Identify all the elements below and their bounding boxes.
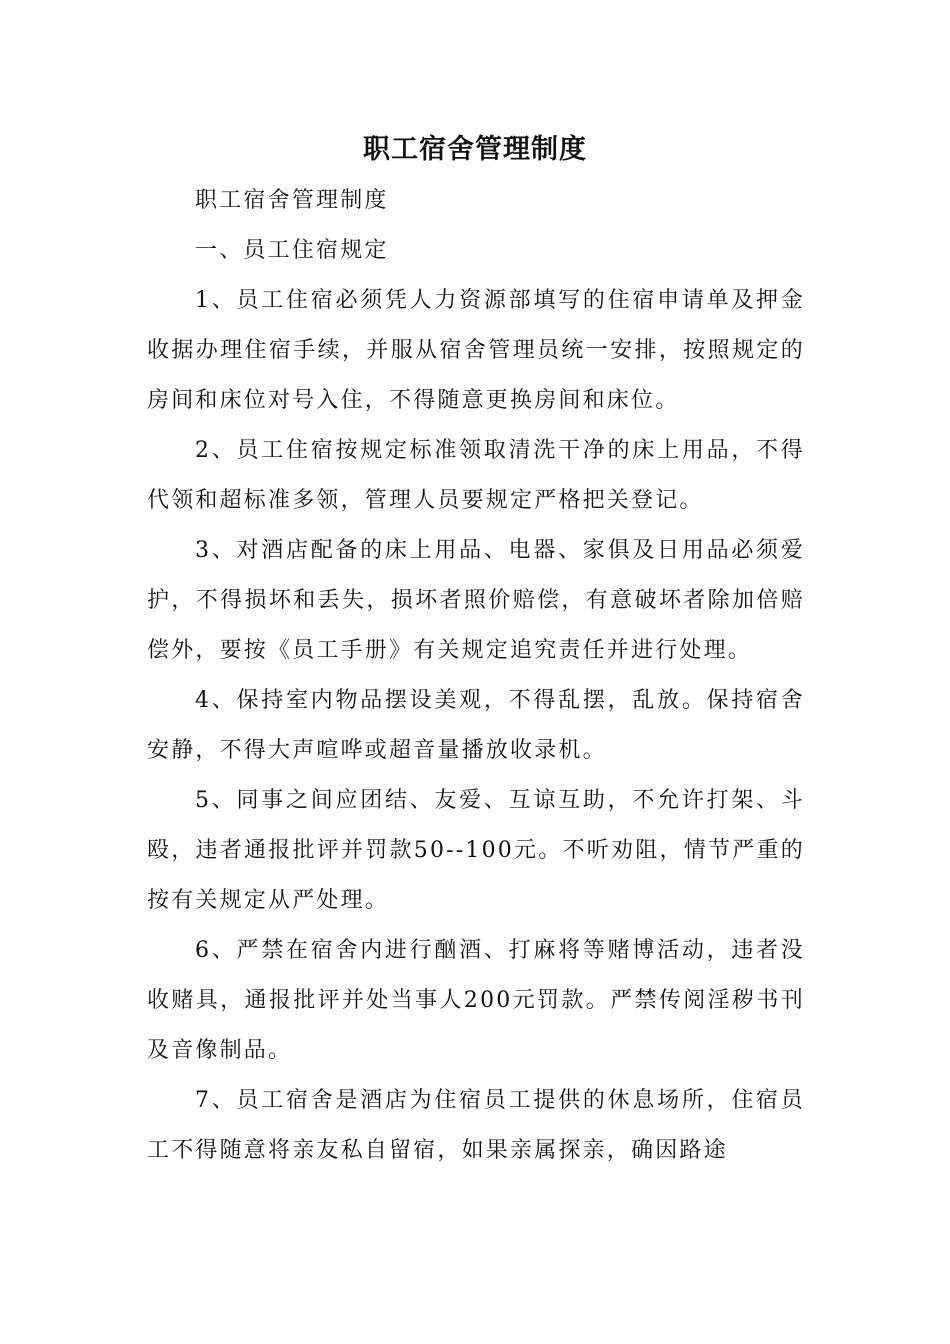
paragraph-rule-5: 5、同事之间应团结、友爱、互谅互助，不允许打架、斗殴，违者通报批评并罚款50--100元。不听劝阻，情节严重的按有关规定从严处理。 xyxy=(147,788,805,913)
document-body xyxy=(147,176,805,1176)
paragraph-rule-2: 2、员工住宿按规定标准领取清洗干净的床上用品，不得代领和超标准多领，管理人员要规定严格把关登记。 xyxy=(147,438,805,513)
paragraph-subtitle: 职工宿舍管理制度 xyxy=(195,188,389,213)
paragraph-rule-3: 3、对酒店配备的床上用品、电器、家俱及日用品必须爱护，不得损坏和丢失，损坏者照价赔偿，有意破坏者除加倍赔偿外，要按《员工手册》有关规定追究责任并进行处理。 xyxy=(147,538,805,663)
document-title: 职工宿舍管理制度 xyxy=(363,134,587,165)
paragraph-section-heading: 一、员工住宿规定 xyxy=(195,238,389,263)
paragraph-rule-7: 7、员工宿舍是酒店为住宿员工提供的休息场所，住宿员工不得随意将亲友私自留宿，如果亲属探亲，确因路途 xyxy=(147,1088,805,1163)
paragraph-rule-6: 6、严禁在宿舍内进行酗酒、打麻将等赌博活动，违者没收赌具，通报批评并处当事人200元罚款。严禁传阅淫秽书刊及音像制品。 xyxy=(147,938,805,1063)
paragraph-rule-1: 1、员工住宿必须凭人力资源部填写的住宿申请单及押金收据办理住宿手续，并服从宿舍管理员统一安排，按照规定的房间和床位对号入住，不得随意更换房间和床位。 xyxy=(147,288,805,413)
paragraph-rule-4: 4、保持室内物品摆设美观，不得乱摆，乱放。保持宿舍安静，不得大声喧哗或超音量播放收录机。 xyxy=(147,688,805,763)
